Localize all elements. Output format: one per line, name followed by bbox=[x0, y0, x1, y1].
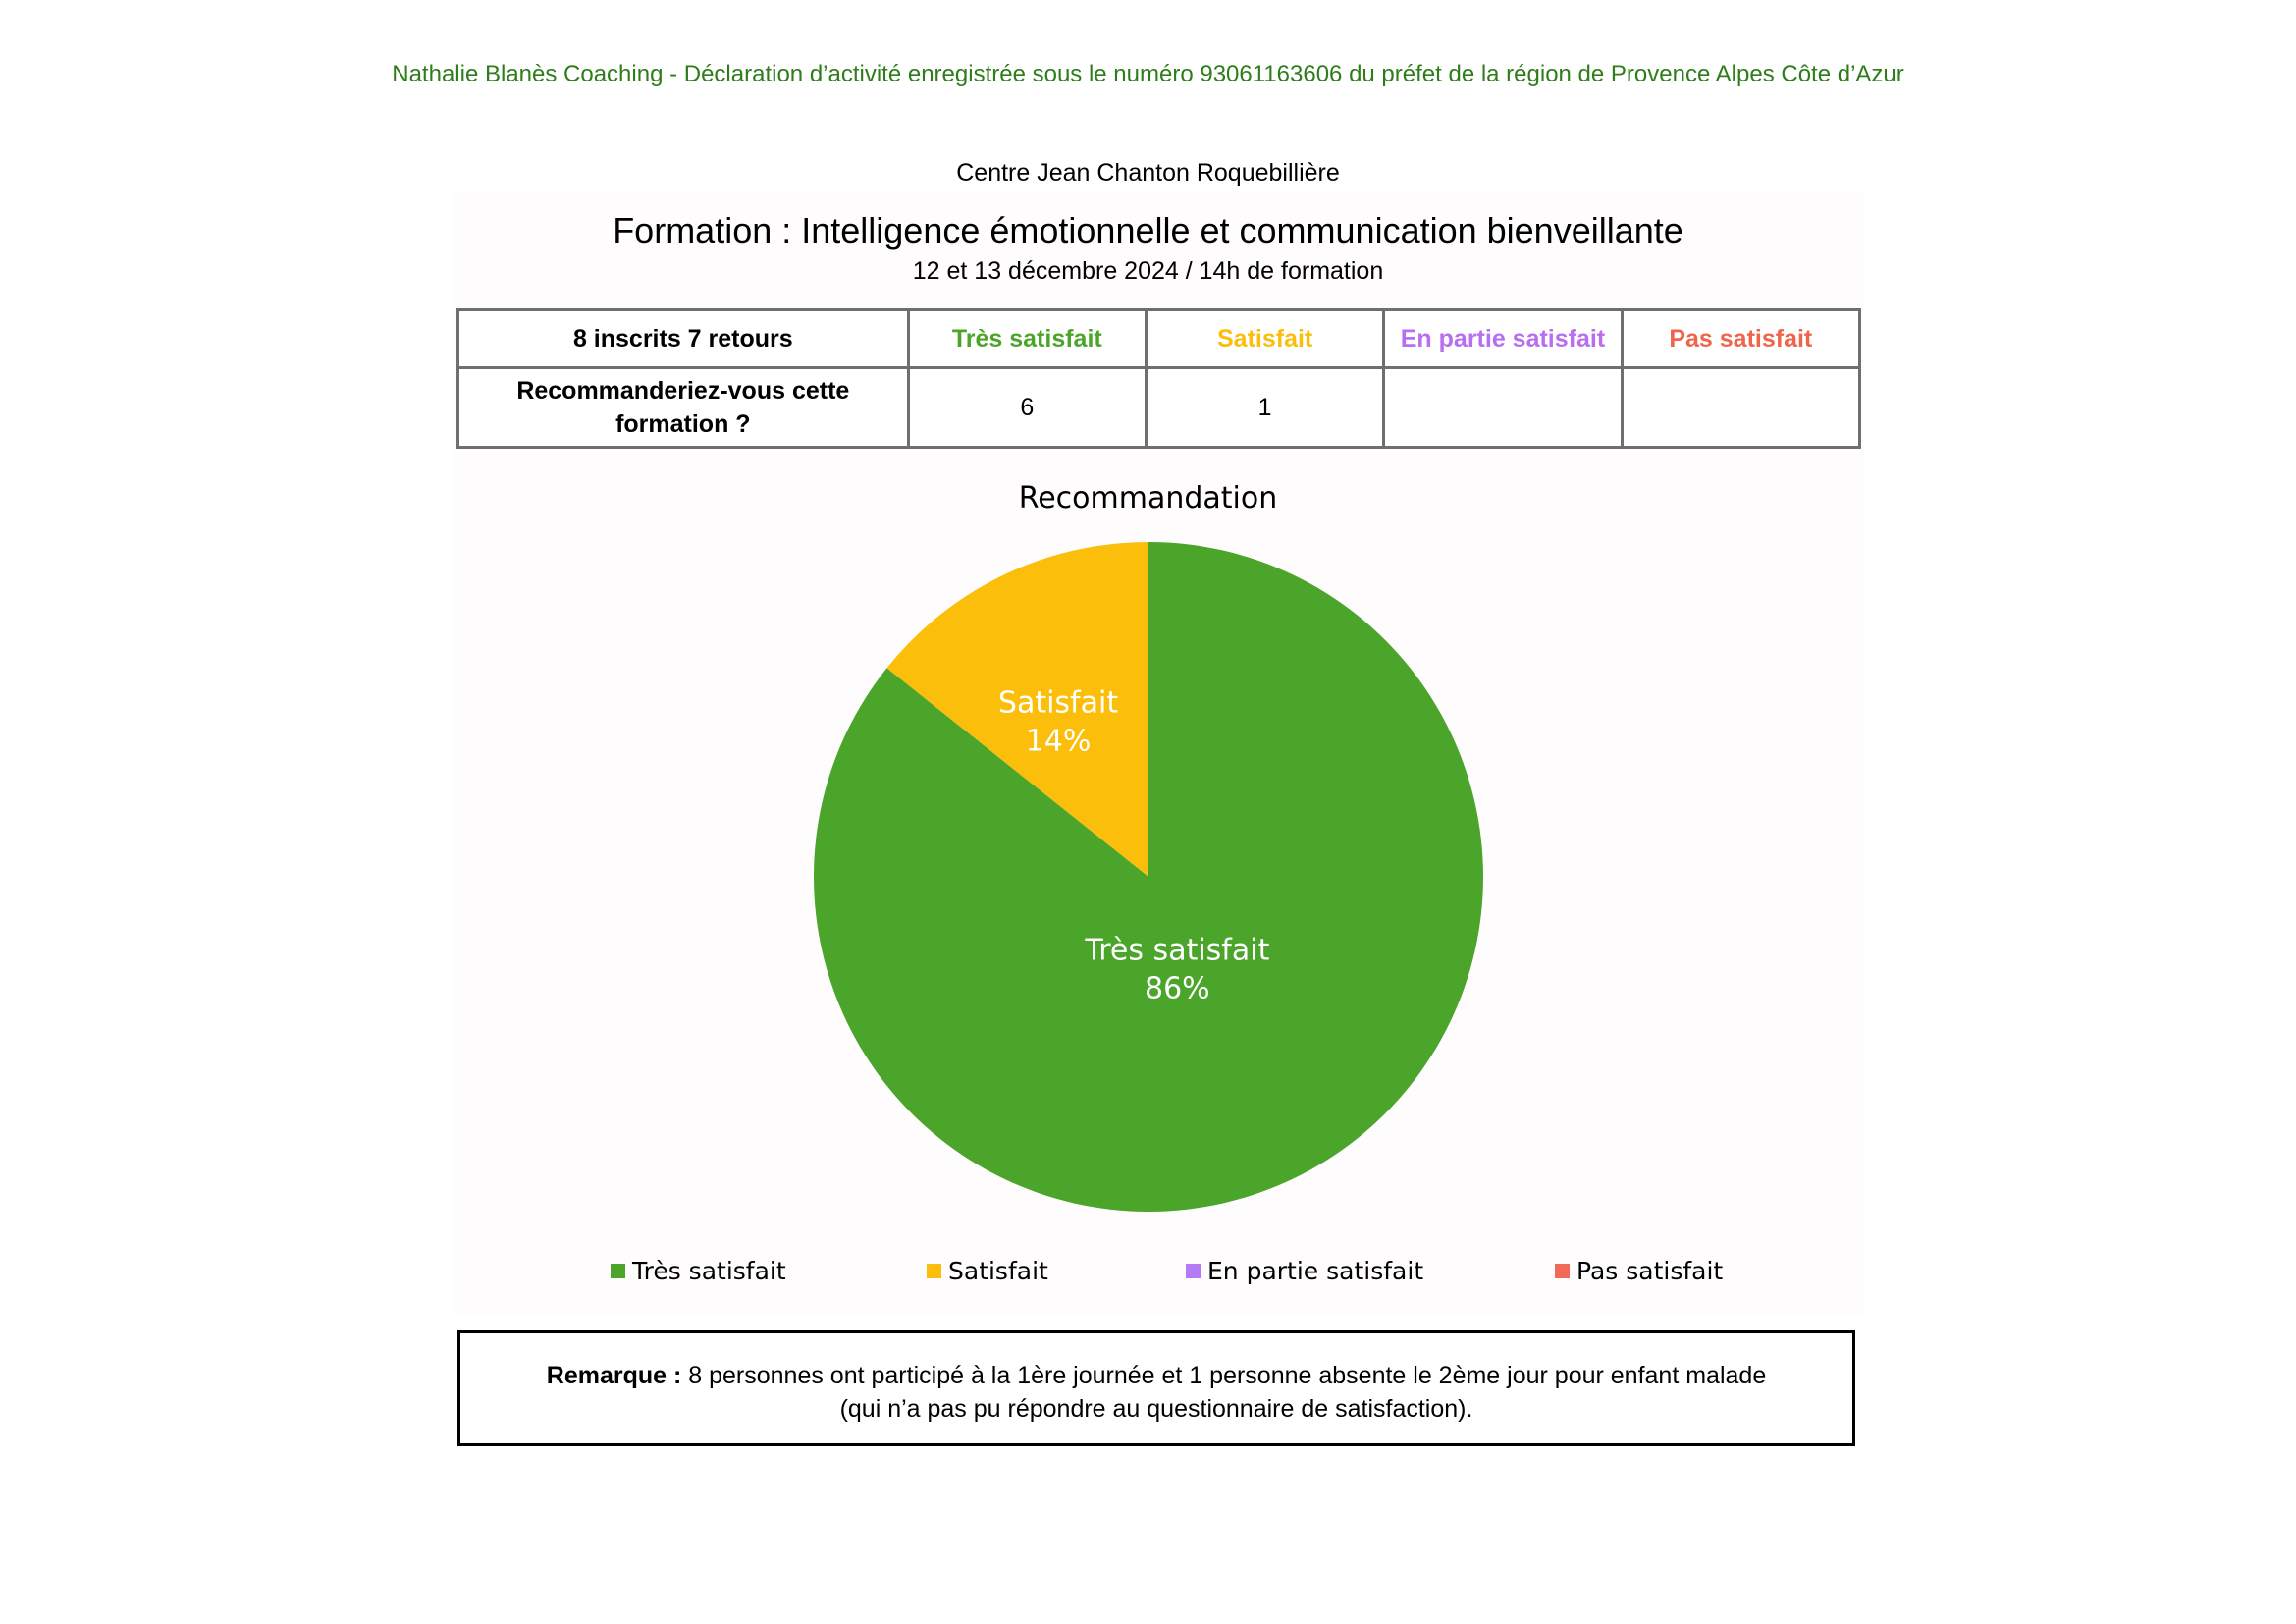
cell-tres-satisfait: 6 bbox=[908, 368, 1146, 448]
pie-label-satisfait: Satisfait bbox=[997, 685, 1119, 721]
remark-line-1 bbox=[460, 1359, 1852, 1392]
col-header-pas-satisfait: Pas satisfait bbox=[1622, 310, 1859, 368]
center-name: Centre Jean Chanton Roquebillière bbox=[956, 159, 1340, 187]
declaration-header: Nathalie Blanès Coaching - Déclaration d’activité enregistrée sous le numéro 93061163606 du préfet de la région de Provence Alpes Côte d’Azur bbox=[392, 61, 1904, 87]
legend-item-pas-satisfait bbox=[1555, 1257, 1723, 1285]
col-header-satisfait: Satisfait bbox=[1146, 310, 1383, 368]
legend-item-satisfait bbox=[927, 1257, 1048, 1285]
col-header-tres-satisfait: Très satisfait bbox=[908, 310, 1146, 368]
remark-label: Remarque : bbox=[546, 1362, 682, 1389]
col-header-en-partie-satisfait: En partie satisfait bbox=[1384, 310, 1622, 368]
legend-label: Pas satisfait bbox=[1576, 1257, 1724, 1285]
remark-line-2: (qui n’a pas pu répondre au questionnaire de satisfaction). bbox=[839, 1395, 1473, 1423]
table-corner-cell: 8 inscrits 7 retours bbox=[458, 310, 909, 368]
remark-text-1: 8 personnes ont participé à la 1ère journée et 1 personne absente le 2ème jour pour enfant malade bbox=[681, 1362, 1767, 1389]
cell-satisfait: 1 bbox=[1146, 368, 1383, 448]
formation-dates: 12 et 13 décembre 2024 / 14h de formation bbox=[912, 257, 1384, 285]
pie-percent-satisfait: 14% bbox=[1025, 724, 1092, 759]
chart-title: Recommandation bbox=[1018, 481, 1278, 515]
legend-item-en-partie-satisfait bbox=[1186, 1257, 1423, 1285]
row-label-recommandation: Recommanderiez-vous cette formation ? bbox=[458, 368, 909, 448]
legend-item-tres-satisfait bbox=[611, 1257, 786, 1285]
legend-label: Satisfait bbox=[948, 1257, 1048, 1285]
pie-label-tr-s-satisfait: Très satisfait bbox=[1085, 933, 1270, 968]
legend-label: Très satisfait bbox=[632, 1257, 786, 1285]
legend-swatch bbox=[1186, 1264, 1201, 1278]
legend-label: En partie satisfait bbox=[1207, 1257, 1424, 1285]
legend-swatch bbox=[1555, 1264, 1570, 1278]
legend-swatch bbox=[611, 1264, 625, 1278]
formation-title: Formation : Intelligence émotionnelle et communication bienveillante bbox=[613, 210, 1683, 250]
remark-box bbox=[457, 1330, 1855, 1446]
legend-swatch bbox=[927, 1264, 941, 1278]
pie-percent-tr-s-satisfait: 86% bbox=[1145, 971, 1210, 1006]
